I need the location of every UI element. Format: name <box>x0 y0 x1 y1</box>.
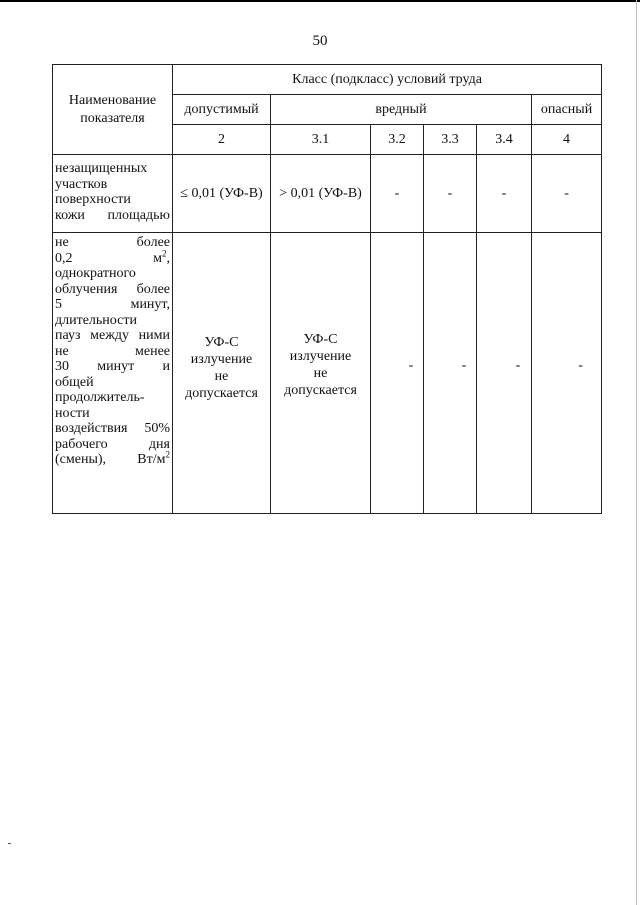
param-line: не более <box>55 235 170 250</box>
cell-line: излучение <box>289 349 352 364</box>
param-line: пауз между ними <box>55 328 170 343</box>
cell-stack <box>273 331 368 399</box>
header-group-acceptable: допустимый <box>173 95 271 125</box>
param-line: поверхности <box>55 192 131 207</box>
cell-line: излучение <box>190 352 253 367</box>
cell-line: УФ-С <box>204 335 239 350</box>
cell-class-3-4: - <box>477 155 532 233</box>
header-parameter-name: Наименование показателя <box>53 65 173 155</box>
cell-stack <box>175 334 268 402</box>
header-class-2: 2 <box>173 125 271 155</box>
param-line: продолжитель- <box>55 390 145 405</box>
header-class-4: 4 <box>532 125 602 155</box>
cell-class-3-4 <box>477 233 532 514</box>
cell-class-4: - <box>532 155 602 233</box>
scan-mark <box>8 843 11 844</box>
param-lines <box>55 161 170 223</box>
cell-class-3-2: - <box>371 155 424 233</box>
cell-class-4 <box>532 233 602 514</box>
cell-class-3-1: > 0,01 (УФ-В) <box>271 155 371 233</box>
row-parameter-text <box>53 233 173 514</box>
cell-dash: - <box>408 357 414 373</box>
param-line: кожи площадью <box>55 207 170 223</box>
top-border-line <box>0 0 640 2</box>
header-group-harmful: вредный <box>271 95 532 125</box>
cell-class-3-1 <box>271 233 371 514</box>
param-line: общей <box>55 374 94 390</box>
page-number: 50 <box>312 33 328 49</box>
header-class-3-3: 3.3 <box>424 125 477 155</box>
param-lines <box>55 235 170 468</box>
cell-class-3-2 <box>371 233 424 514</box>
cell-class-2 <box>173 233 271 514</box>
cell-line: допускается <box>284 383 357 398</box>
cell-line: УФ-С <box>303 332 338 347</box>
table-row <box>53 233 602 514</box>
param-line: 0,2 $м^2$, <box>55 247 170 266</box>
param-line: однократного <box>55 266 136 281</box>
cell-dash: - <box>461 357 467 373</box>
cell-line: не <box>214 369 229 384</box>
header-class-3-4: 3.4 <box>477 125 532 155</box>
cell-class-3-3 <box>424 233 477 514</box>
header-class-3-2: 3.2 <box>371 125 424 155</box>
param-line: воздействия 50% <box>55 421 170 436</box>
param-line: 30 минут и <box>55 359 170 374</box>
cell-line: допускается <box>185 386 258 401</box>
param-line: 5 минут, <box>55 297 170 312</box>
right-border-line <box>636 0 637 905</box>
cell-line: не <box>313 366 328 381</box>
row-parameter-text <box>53 155 173 233</box>
cell-dash: - <box>515 357 521 373</box>
param-line: рабочего дня <box>55 436 170 452</box>
param-line: незащищенных <box>55 161 148 176</box>
working-conditions-table <box>52 64 602 514</box>
header-group-dangerous: опасный <box>532 95 602 125</box>
param-line: длительности <box>55 312 137 328</box>
cell-class-3-3: - <box>424 155 477 233</box>
cell-dash: - <box>578 357 583 373</box>
param-line: облучения более <box>55 281 170 297</box>
cell-class-2: ≤ 0,01 (УФ-В) <box>173 155 271 233</box>
param-line: (смены), $Вт/м^2$ <box>55 449 170 467</box>
table-row <box>53 155 602 233</box>
param-line: ности <box>55 405 90 421</box>
header-class-3-1: 3.1 <box>271 125 371 155</box>
param-line: участков <box>55 176 108 192</box>
param-line: не менее <box>55 343 170 359</box>
header-condition-class: Класс (подкласс) условий труда <box>173 65 602 95</box>
